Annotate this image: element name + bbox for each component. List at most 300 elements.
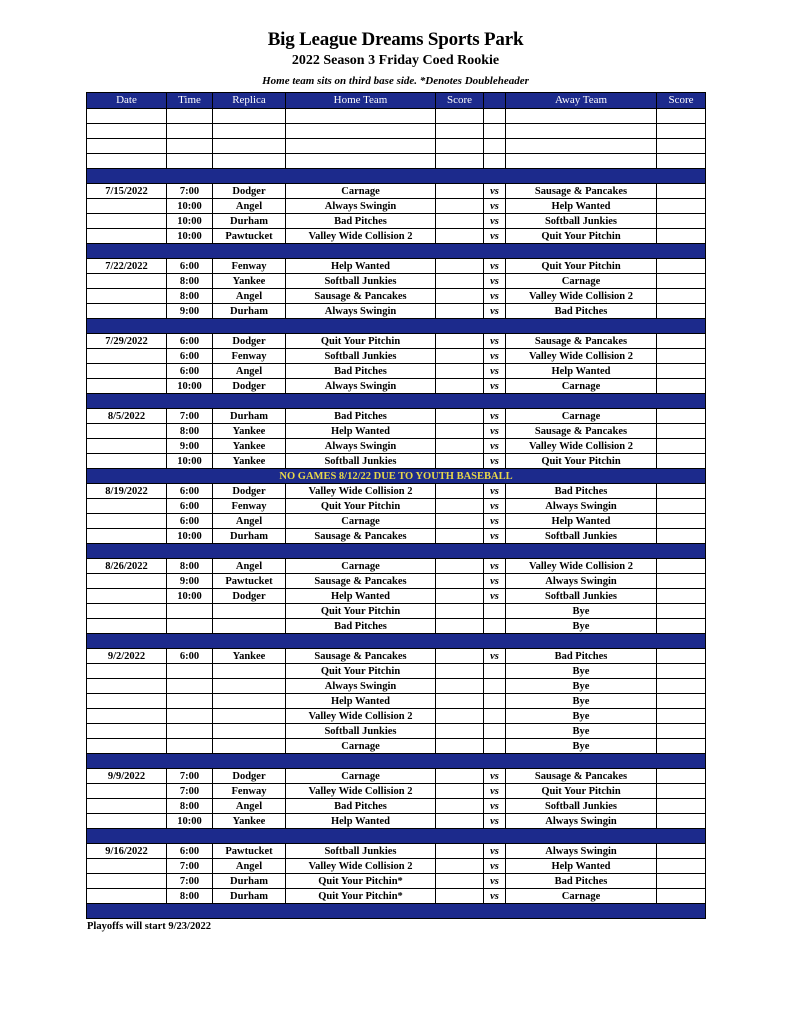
away-team-cell: Bye (506, 664, 657, 679)
home-team-cell: Help Wanted (286, 424, 436, 439)
home-team-cell: Valley Wide Collision 2 (286, 484, 436, 499)
replica-cell (213, 154, 286, 169)
separator-cell (87, 244, 706, 259)
away-team-cell: Always Swingin (506, 814, 657, 829)
week-separator (87, 244, 706, 259)
home-score-cell (436, 289, 484, 304)
date-cell: 9/9/2022 (87, 769, 167, 784)
home-score-cell (436, 844, 484, 859)
time-cell: 7:00 (167, 784, 213, 799)
replica-cell: Durham (213, 529, 286, 544)
home-score-cell (436, 859, 484, 874)
vs-cell (484, 139, 506, 154)
away-team-cell: Sausage & Pancakes (506, 334, 657, 349)
away-score-cell (657, 229, 706, 244)
home-score-cell (436, 139, 484, 154)
away-score-cell (657, 694, 706, 709)
home-team-cell: Sausage & Pancakes (286, 529, 436, 544)
home-score-cell (436, 109, 484, 124)
vs-cell: vs (484, 589, 506, 604)
date-cell (87, 664, 167, 679)
replica-cell (213, 679, 286, 694)
home-score-cell (436, 439, 484, 454)
separator-cell (87, 394, 706, 409)
vs-cell (484, 709, 506, 724)
away-team-cell (506, 154, 657, 169)
away-team-cell (506, 139, 657, 154)
replica-cell: Durham (213, 304, 286, 319)
home-score-cell (436, 499, 484, 514)
page-subtitle: 2022 Season 3 Friday Coed Rookie (291, 53, 500, 68)
date-cell: 9/16/2022 (87, 844, 167, 859)
replica-cell (213, 724, 286, 739)
table-row (87, 664, 706, 679)
away-score-cell (657, 844, 706, 859)
replica-cell: Durham (213, 889, 286, 904)
home-team-cell: Always Swingin (286, 679, 436, 694)
home-score-cell (436, 199, 484, 214)
time-cell (167, 679, 213, 694)
vs-cell: vs (484, 649, 506, 664)
time-cell: 8:00 (167, 424, 213, 439)
away-team-cell: Quit Your Pitchin (506, 454, 657, 469)
week-separator (87, 394, 706, 409)
vs-cell: vs (484, 769, 506, 784)
table-row (87, 874, 706, 889)
time-cell: 6:00 (167, 259, 213, 274)
header-vs (484, 93, 506, 109)
week-separator (87, 319, 706, 334)
week-separator (87, 904, 706, 919)
away-score-cell (657, 664, 706, 679)
header-row (87, 93, 706, 109)
replica-cell: Fenway (213, 499, 286, 514)
time-cell (167, 109, 213, 124)
vs-cell: vs (484, 889, 506, 904)
home-team-cell: Bad Pitches (286, 364, 436, 379)
table-row (87, 814, 706, 829)
date-cell (87, 154, 167, 169)
vs-cell: vs (484, 484, 506, 499)
away-score-cell (657, 184, 706, 199)
home-team-cell: Help Wanted (286, 694, 436, 709)
home-team-cell: Always Swingin (286, 199, 436, 214)
time-cell: 6:00 (167, 364, 213, 379)
vs-cell: vs (484, 379, 506, 394)
away-team-cell: Bye (506, 739, 657, 754)
home-score-cell (436, 619, 484, 634)
away-team-cell: Carnage (506, 409, 657, 424)
vs-cell: vs (484, 259, 506, 274)
date-cell (87, 304, 167, 319)
table-row (87, 649, 706, 664)
date-cell (87, 814, 167, 829)
time-cell: 10:00 (167, 814, 213, 829)
home-team-cell: Carnage (286, 769, 436, 784)
away-score-cell (657, 679, 706, 694)
away-team-cell: Carnage (506, 889, 657, 904)
away-score-cell (657, 409, 706, 424)
vs-cell: vs (484, 334, 506, 349)
table-row (87, 184, 706, 199)
week-separator (87, 754, 706, 769)
vs-cell (484, 679, 506, 694)
separator-cell (87, 634, 706, 649)
table-row (87, 259, 706, 274)
time-cell: 10:00 (167, 454, 213, 469)
date-cell (87, 859, 167, 874)
away-team-cell: Bad Pitches (506, 304, 657, 319)
date-cell (87, 229, 167, 244)
home-score-cell (436, 559, 484, 574)
time-cell: 9:00 (167, 574, 213, 589)
separator-cell (87, 544, 706, 559)
replica-cell: Fenway (213, 259, 286, 274)
vs-cell (484, 739, 506, 754)
vs-cell: vs (484, 859, 506, 874)
replica-cell (213, 109, 286, 124)
time-cell (167, 739, 213, 754)
home-score-cell (436, 229, 484, 244)
time-cell (167, 709, 213, 724)
home-score-cell (436, 799, 484, 814)
away-score-cell (657, 364, 706, 379)
home-team-cell: Softball Junkies (286, 454, 436, 469)
home-score-cell (436, 514, 484, 529)
replica-cell (213, 619, 286, 634)
header-time: Time (167, 93, 213, 109)
home-team-cell: Help Wanted (286, 589, 436, 604)
home-score-cell (436, 184, 484, 199)
playoffs-note: Playoffs will start 9/23/2022 (87, 921, 211, 932)
away-team-cell: Always Swingin (506, 499, 657, 514)
notice-text: NO GAMES 8/12/22 DUE TO YOUTH BASEBALL (87, 469, 706, 484)
notice-row (87, 469, 706, 484)
away-team-cell: Bye (506, 724, 657, 739)
date-cell (87, 724, 167, 739)
vs-cell (484, 154, 506, 169)
date-cell (87, 514, 167, 529)
away-score-cell (657, 454, 706, 469)
date-cell (87, 574, 167, 589)
away-team-cell: Carnage (506, 379, 657, 394)
week-separator (87, 634, 706, 649)
table-row (87, 589, 706, 604)
home-team-cell: Carnage (286, 514, 436, 529)
table-row (87, 274, 706, 289)
replica-cell: Angel (213, 859, 286, 874)
away-team-cell: Bad Pitches (506, 649, 657, 664)
away-score-cell (657, 199, 706, 214)
home-score-cell (436, 739, 484, 754)
home-team-cell: Carnage (286, 184, 436, 199)
time-cell: 7:00 (167, 859, 213, 874)
separator-cell (87, 904, 706, 919)
schedule-body (87, 109, 706, 919)
table-row (87, 454, 706, 469)
table-row (87, 484, 706, 499)
table-row (87, 529, 706, 544)
date-cell (87, 454, 167, 469)
table-row (87, 559, 706, 574)
away-score-cell (657, 484, 706, 499)
table-row (87, 409, 706, 424)
away-score-cell (657, 709, 706, 724)
date-cell (87, 424, 167, 439)
time-cell (167, 154, 213, 169)
date-cell (87, 214, 167, 229)
week-separator (87, 829, 706, 844)
time-cell: 9:00 (167, 304, 213, 319)
home-team-cell: Valley Wide Collision 2 (286, 859, 436, 874)
vs-cell: vs (484, 199, 506, 214)
replica-cell: Yankee (213, 439, 286, 454)
time-cell: 9:00 (167, 439, 213, 454)
replica-cell: Angel (213, 289, 286, 304)
date-cell (87, 679, 167, 694)
replica-cell (213, 124, 286, 139)
away-score-cell (657, 799, 706, 814)
table-row (87, 214, 706, 229)
away-score-cell (657, 859, 706, 874)
table-row (87, 439, 706, 454)
away-score-cell (657, 499, 706, 514)
table-row (87, 679, 706, 694)
away-score-cell (657, 589, 706, 604)
blank-row (87, 124, 706, 139)
away-team-cell: Help Wanted (506, 364, 657, 379)
time-cell: 6:00 (167, 334, 213, 349)
table-row (87, 799, 706, 814)
away-team-cell: Bye (506, 619, 657, 634)
away-score-cell (657, 124, 706, 139)
vs-cell: vs (484, 214, 506, 229)
time-cell (167, 124, 213, 139)
vs-cell (484, 604, 506, 619)
separator-cell (87, 754, 706, 769)
home-score-cell (436, 589, 484, 604)
home-team-cell: Softball Junkies (286, 274, 436, 289)
home-score-cell (436, 724, 484, 739)
time-cell: 6:00 (167, 514, 213, 529)
replica-cell (213, 694, 286, 709)
away-score-cell (657, 139, 706, 154)
time-cell: 10:00 (167, 199, 213, 214)
home-score-cell (436, 574, 484, 589)
replica-cell: Pawtucket (213, 574, 286, 589)
replica-cell: Yankee (213, 814, 286, 829)
home-team-cell: Carnage (286, 559, 436, 574)
away-score-cell (657, 649, 706, 664)
home-score-cell (436, 649, 484, 664)
date-cell (87, 274, 167, 289)
header-away-team: Away Team (506, 93, 657, 109)
table-row (87, 889, 706, 904)
away-team-cell: Sausage & Pancakes (506, 424, 657, 439)
time-cell (167, 694, 213, 709)
vs-cell (484, 619, 506, 634)
away-team-cell: Bye (506, 709, 657, 724)
home-team-cell: Sausage & Pancakes (286, 649, 436, 664)
away-team-cell: Carnage (506, 274, 657, 289)
table-row (87, 769, 706, 784)
home-score-cell (436, 364, 484, 379)
date-cell (87, 604, 167, 619)
home-team-cell: Help Wanted (286, 259, 436, 274)
away-score-cell (657, 529, 706, 544)
home-team-cell: Bad Pitches (286, 409, 436, 424)
time-cell: 7:00 (167, 874, 213, 889)
vs-cell: vs (484, 439, 506, 454)
away-team-cell: Help Wanted (506, 514, 657, 529)
replica-cell: Dodger (213, 484, 286, 499)
away-team-cell: Quit Your Pitchin (506, 784, 657, 799)
table-row (87, 334, 706, 349)
vs-cell: vs (484, 559, 506, 574)
away-team-cell: Softball Junkies (506, 214, 657, 229)
replica-cell: Fenway (213, 349, 286, 364)
home-score-cell (436, 679, 484, 694)
vs-cell: vs (484, 454, 506, 469)
replica-cell: Dodger (213, 379, 286, 394)
away-score-cell (657, 559, 706, 574)
home-team-cell (286, 139, 436, 154)
home-team-cell: Quit Your Pitchin (286, 334, 436, 349)
vs-cell: vs (484, 349, 506, 364)
home-score-cell (436, 709, 484, 724)
table-row (87, 424, 706, 439)
date-cell: 8/19/2022 (87, 484, 167, 499)
replica-cell: Yankee (213, 649, 286, 664)
date-cell (87, 709, 167, 724)
table-row (87, 844, 706, 859)
vs-cell (484, 109, 506, 124)
time-cell: 6:00 (167, 844, 213, 859)
home-team-cell (286, 124, 436, 139)
header-home-team: Home Team (286, 93, 436, 109)
table-row (87, 514, 706, 529)
time-cell: 6:00 (167, 484, 213, 499)
time-cell: 6:00 (167, 499, 213, 514)
date-cell: 9/2/2022 (87, 649, 167, 664)
schedule-table (86, 92, 706, 919)
header-home-score: Score (436, 93, 484, 109)
home-team-cell: Bad Pitches (286, 214, 436, 229)
replica-cell: Yankee (213, 424, 286, 439)
away-score-cell (657, 334, 706, 349)
home-score-cell (436, 124, 484, 139)
away-score-cell (657, 769, 706, 784)
replica-cell: Yankee (213, 274, 286, 289)
home-team-cell: Carnage (286, 739, 436, 754)
home-team-cell: Always Swingin (286, 304, 436, 319)
date-cell (87, 439, 167, 454)
away-score-cell (657, 289, 706, 304)
blank-row (87, 109, 706, 124)
header-away-score: Score (657, 93, 706, 109)
time-cell: 6:00 (167, 649, 213, 664)
date-cell: 7/29/2022 (87, 334, 167, 349)
away-team-cell: Bye (506, 679, 657, 694)
away-score-cell (657, 424, 706, 439)
away-score-cell (657, 349, 706, 364)
table-row (87, 619, 706, 634)
vs-cell: vs (484, 304, 506, 319)
date-cell (87, 784, 167, 799)
away-score-cell (657, 379, 706, 394)
time-cell: 8:00 (167, 274, 213, 289)
replica-cell: Dodger (213, 334, 286, 349)
home-score-cell (436, 349, 484, 364)
home-score-cell (436, 664, 484, 679)
home-score-cell (436, 784, 484, 799)
date-cell (87, 124, 167, 139)
separator-cell (87, 169, 706, 184)
header-date: Date (87, 93, 167, 109)
vs-cell: vs (484, 844, 506, 859)
date-cell (87, 589, 167, 604)
replica-cell: Angel (213, 559, 286, 574)
date-cell (87, 739, 167, 754)
away-score-cell (657, 784, 706, 799)
table-row (87, 574, 706, 589)
vs-cell: vs (484, 289, 506, 304)
replica-cell: Dodger (213, 184, 286, 199)
replica-cell: Pawtucket (213, 844, 286, 859)
home-score-cell (436, 814, 484, 829)
replica-cell: Fenway (213, 784, 286, 799)
away-score-cell (657, 259, 706, 274)
date-cell (87, 694, 167, 709)
away-team-cell: Softball Junkies (506, 529, 657, 544)
date-cell (87, 889, 167, 904)
vs-cell: vs (484, 364, 506, 379)
vs-cell: vs (484, 409, 506, 424)
away-score-cell (657, 724, 706, 739)
replica-cell: Yankee (213, 454, 286, 469)
home-team-cell: Quit Your Pitchin (286, 604, 436, 619)
date-cell (87, 529, 167, 544)
home-score-cell (436, 379, 484, 394)
vs-cell: vs (484, 424, 506, 439)
away-team-cell: Bad Pitches (506, 874, 657, 889)
home-team-cell: Valley Wide Collision 2 (286, 709, 436, 724)
home-score-cell (436, 874, 484, 889)
table-row (87, 229, 706, 244)
date-cell (87, 379, 167, 394)
time-cell: 7:00 (167, 409, 213, 424)
vs-cell: vs (484, 514, 506, 529)
vs-cell: vs (484, 784, 506, 799)
time-cell: 10:00 (167, 529, 213, 544)
replica-cell (213, 739, 286, 754)
date-cell (87, 499, 167, 514)
home-team-cell: Quit Your Pitchin* (286, 874, 436, 889)
home-team-cell: Always Swingin (286, 439, 436, 454)
table-row (87, 604, 706, 619)
vs-cell: vs (484, 574, 506, 589)
home-score-cell (436, 409, 484, 424)
vs-cell (484, 664, 506, 679)
away-score-cell (657, 889, 706, 904)
home-score-cell (436, 889, 484, 904)
table-row (87, 784, 706, 799)
vs-cell (484, 124, 506, 139)
home-team-cell: Quit Your Pitchin (286, 499, 436, 514)
time-cell (167, 604, 213, 619)
time-cell: 6:00 (167, 349, 213, 364)
separator-cell (87, 319, 706, 334)
